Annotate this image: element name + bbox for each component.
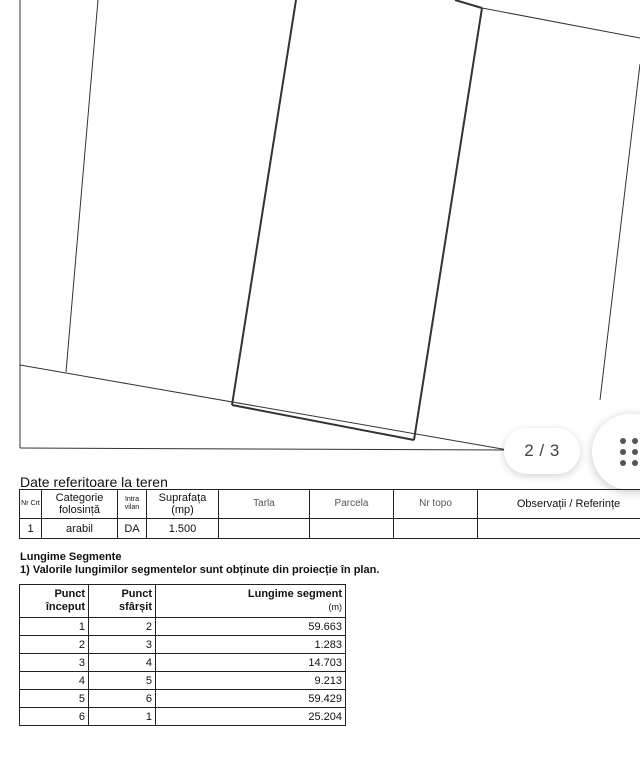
header-observatii: Observații / Referințe — [478, 490, 640, 519]
header-tarla: Tarla — [219, 490, 310, 519]
cell-end: 5 — [89, 672, 156, 690]
header-intravilan: Intra vilan — [118, 490, 147, 519]
cell-length: 1.283 — [156, 636, 346, 654]
header-parcela: Parcela — [310, 490, 394, 519]
cell-nr-crt: 1 — [20, 519, 42, 539]
plan-frame-bottom — [20, 448, 508, 450]
segments-note: 1) Valorile lungimilor segmentelor sunt obținute din proiecție în plan. — [20, 564, 380, 576]
cell-nr-topo — [394, 519, 478, 539]
table-row — [20, 708, 346, 726]
neighbor-parcel-line — [66, 0, 98, 372]
cell-intravilan: DA — [118, 519, 147, 539]
cell-length: 59.429 — [156, 690, 346, 708]
table-row — [20, 618, 346, 636]
cell-end: 3 — [89, 636, 156, 654]
cell-suprafata: 1.500 — [147, 519, 219, 539]
land-section-title: Date referitoare la teren — [20, 474, 168, 490]
plan-road-line — [20, 365, 508, 450]
cell-tarla — [219, 519, 310, 539]
segments-section-title: Lungime Segmente — [20, 551, 122, 563]
cell-start: 5 — [20, 690, 89, 708]
segments-table — [19, 584, 346, 726]
header-nr-topo: Nr topo — [394, 490, 478, 519]
cell-start: 1 — [20, 618, 89, 636]
cell-end: 6 — [89, 690, 156, 708]
parcel-boundary-west — [232, 0, 296, 405]
neighbor-line-north — [482, 8, 640, 38]
header-lungime-segment — [156, 585, 346, 618]
cell-start: 2 — [20, 636, 89, 654]
header-lungime-label: Lungime segment — [247, 588, 342, 600]
header-punct-inceput: Punct început — [20, 585, 89, 618]
header-lungime-unit: (m) — [328, 602, 342, 612]
cell-end: 2 — [89, 618, 156, 636]
grid-dots-icon — [620, 438, 638, 466]
parcel-boundary-north — [455, 0, 482, 8]
cell-length: 25.204 — [156, 708, 346, 726]
header-suprafata: Suprafața (mp) — [147, 490, 219, 519]
cell-categorie: arabil — [42, 519, 118, 539]
page-indicator: 2 / 3 — [504, 428, 580, 474]
table-row — [20, 690, 346, 708]
table-row — [20, 672, 346, 690]
cell-length: 14.703 — [156, 654, 346, 672]
neighbor-line-east — [600, 64, 640, 400]
header-nr-crt: Nr Crt — [20, 490, 42, 519]
parcel-boundary-east — [414, 8, 482, 440]
header-punct-sfarsit: Punct sfârșit — [89, 585, 156, 618]
header-categorie: Categorie folosință — [42, 490, 118, 519]
table-row — [20, 654, 346, 672]
cell-observatii — [478, 519, 640, 539]
cell-parcela — [310, 519, 394, 539]
segments-table-header — [20, 585, 346, 618]
cell-start: 4 — [20, 672, 89, 690]
parcel-boundary-south — [232, 405, 414, 440]
cell-end: 4 — [89, 654, 156, 672]
land-table-header — [20, 490, 640, 519]
land-data-table — [19, 489, 640, 539]
cell-length: 9.213 — [156, 672, 346, 690]
land-table-row — [20, 519, 640, 539]
cell-start: 6 — [20, 708, 89, 726]
cell-length: 59.663 — [156, 618, 346, 636]
cell-start: 3 — [20, 654, 89, 672]
cell-end: 1 — [89, 708, 156, 726]
table-row — [20, 636, 346, 654]
